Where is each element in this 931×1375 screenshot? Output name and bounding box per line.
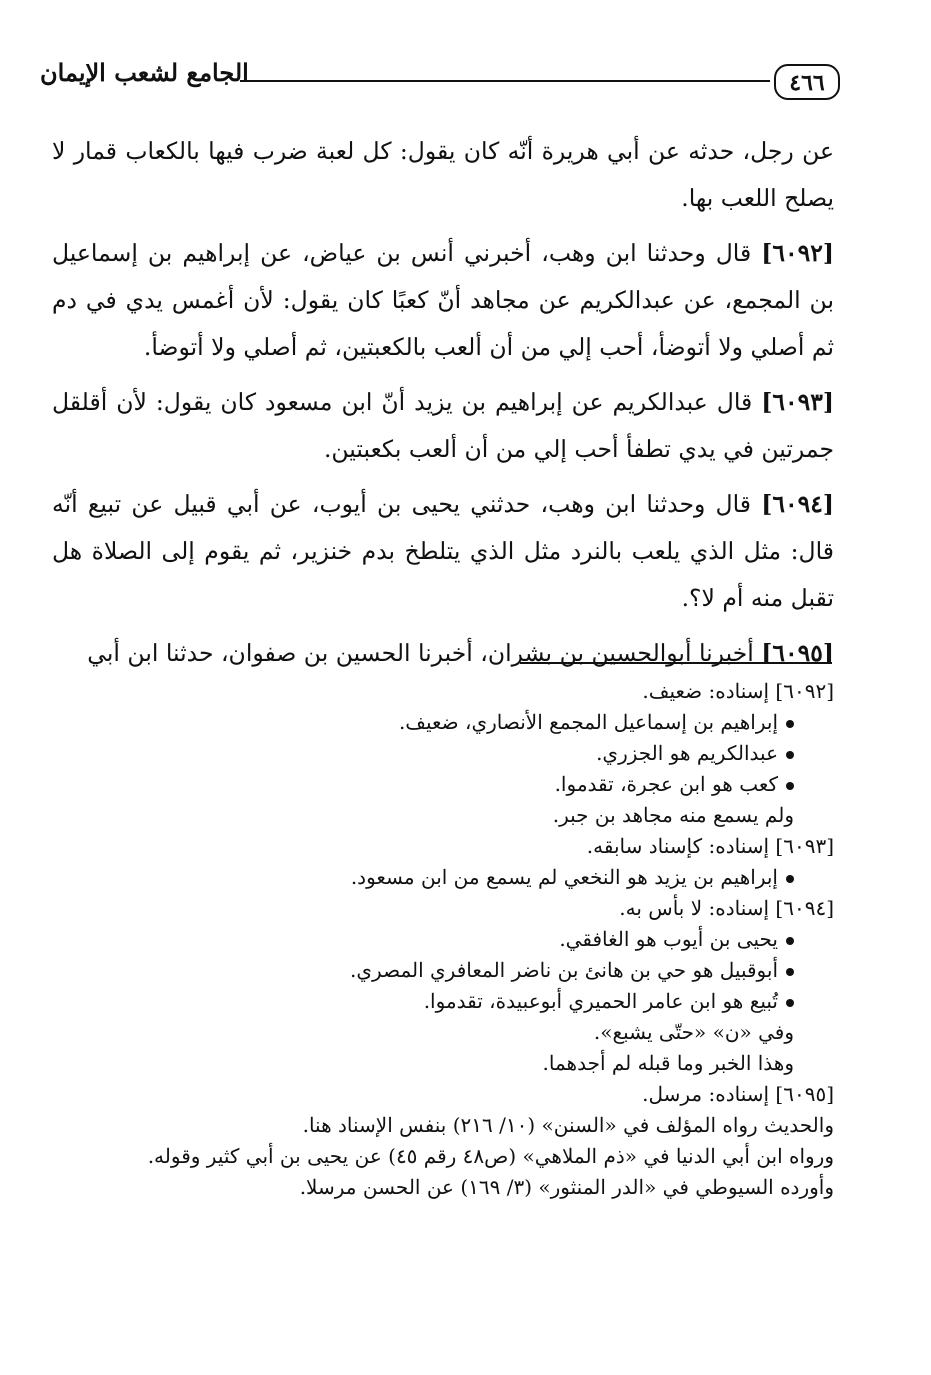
bullet-icon xyxy=(786,875,794,883)
hadith-number: [٦٠٩٣] xyxy=(761,388,834,416)
footnote-line: وأورده السيوطي في «الدر المنثور» (٣/ ١٦٩) عن الحسن مرسلا. xyxy=(299,1175,834,1199)
footnote-text: إبراهيم بن يزيد هو النخعي لم يسمع من ابن مسعود. xyxy=(350,865,778,889)
footnote-line: وهذا الخبر وما قبله لم أجدهما. xyxy=(542,1051,794,1075)
paragraph-text: عن رجل، حدثه عن أبي هريرة أنّه كان يقول: كل لعبة ضرب فيها بالكعاب قمار لا يصلح اللعب بها. xyxy=(52,137,834,212)
footnote-text: كعب هو ابن عجرة، تقدموا. xyxy=(554,772,778,796)
page-number: ٤٦٦ xyxy=(774,64,840,100)
paragraph-text: قال وحدثنا ابن وهب، حدثني يحيى بن أيوب، عن أبي قبيل عن تبيع أنّه قال: مثل الذي يلعب بالنرد مثل الذي يتلطخ بدم خنزير، ثم يقوم إلى الصلاة هل تقبل منه أم لا؟. xyxy=(52,490,834,612)
footnote-line: والحديث رواه المؤلف في «السنن» (١٠/ ٢١٦) بنفس الإسناد هنا. xyxy=(302,1113,834,1137)
footnote-line: ورواه ابن أبي الدنيا في «ذم الملاهي» (ص٤٨ رقم ٤٥) عن يحيى بن أبي كثير وقوله. xyxy=(147,1144,834,1168)
hadith-number: [٦٠٩٥] xyxy=(761,639,834,667)
paragraph xyxy=(52,230,834,371)
footnote-heading: [٦٠٩٢] إسناده: ضعيف. xyxy=(642,679,834,703)
footnote-bullet xyxy=(52,924,834,955)
bullet-icon xyxy=(786,937,794,945)
page-header xyxy=(40,52,840,104)
paragraph xyxy=(52,630,834,677)
footnote-bullet xyxy=(52,707,834,738)
hadith-number: [٦٠٩٢] xyxy=(761,239,834,267)
footnote-divider xyxy=(520,662,832,664)
footnote-text: تُبيع هو ابن عامر الحميري أبوعبيدة، تقدموا. xyxy=(423,989,778,1013)
bullet-icon xyxy=(786,720,794,728)
footnote-text: أبوقبيل هو حي بن هانئ بن ناضر المعافري المصري. xyxy=(350,958,778,982)
paragraph-text: أخبرنا أبوالحسين بن بشران، أخبرنا الحسين بن صفوان، حدثنا ابن أبي xyxy=(87,639,754,667)
footnote-heading: [٦٠٩٥] إسناده: مرسل. xyxy=(642,1082,834,1106)
footnote-text: إبراهيم بن إسماعيل المجمع الأنصاري، ضعيف. xyxy=(398,710,778,734)
paragraph xyxy=(52,379,834,473)
footnote-bullet xyxy=(52,769,834,800)
footnote-text: عبدالكريم هو الجزري. xyxy=(596,741,778,765)
footnote-bullet xyxy=(52,955,834,986)
footnote-bullet xyxy=(52,986,834,1017)
footnote-bullet xyxy=(52,862,834,893)
paragraph xyxy=(52,481,834,622)
paragraph xyxy=(52,128,834,222)
footnote-text: يحيى بن أيوب هو الغافقي. xyxy=(559,927,778,951)
paragraph-text: قال وحدثنا ابن وهب، أخبرني أنس بن عياض، عن إبراهيم بن إسماعيل بن المجمع، عن عبدالكريم عن مجاهد أنّ كعبًا كان يقول: لأن أغمس يدي في دم ثم أصلي ولا أتوضأ، أحب إلي من أن ألعب بالكعبتين، ثم أصلي ولا أتوضأ. xyxy=(52,239,834,361)
main-text xyxy=(52,128,834,685)
footnote-bullet xyxy=(52,738,834,769)
bullet-icon xyxy=(786,999,794,1007)
bullet-icon xyxy=(786,968,794,976)
footnote-line: ولم يسمع منه مجاهد بن جبر. xyxy=(552,803,794,827)
bullet-icon xyxy=(786,782,794,790)
footnote-heading: [٦٠٩٣] إسناده: كإسناد سابقه. xyxy=(586,834,834,858)
book-title: الجامع لشعب الإيمان xyxy=(40,58,249,87)
footnote-line: وفي «ن» «حتّى يشبع». xyxy=(593,1020,794,1044)
header-rule xyxy=(240,80,770,82)
footnote-heading: [٦٠٩٤] إسناده: لا بأس به. xyxy=(619,896,834,920)
paragraph-text: قال عبدالكريم عن إبراهيم بن يزيد أنّ ابن مسعود كان يقول: لأن أقلقل جمرتين في يدي تطفأ أحب إلي من أن ألعب بكعبتين. xyxy=(52,388,834,463)
hadith-number: [٦٠٩٤] xyxy=(761,490,834,518)
bullet-icon xyxy=(786,751,794,759)
footnotes xyxy=(52,676,834,1203)
